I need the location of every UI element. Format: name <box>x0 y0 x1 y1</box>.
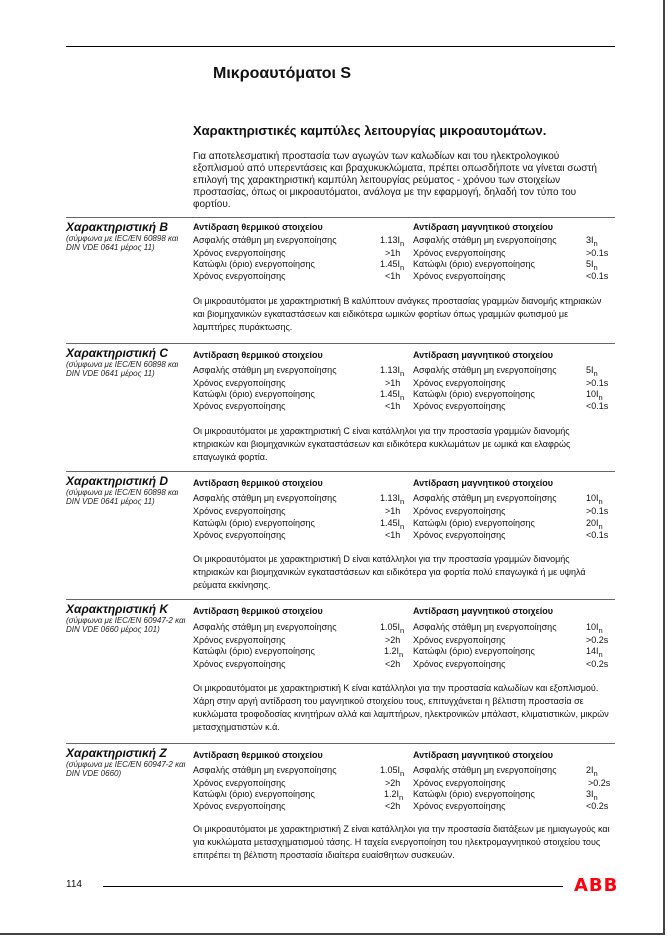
thermal-label: Κατώφλι (όριο) ενεργοποίησης <box>193 389 315 399</box>
section-name: Χαρακτηριστική D <box>66 474 169 488</box>
thermal-label: Χρόνος ενεργοποίησης <box>193 271 286 281</box>
thermal-label: Χρόνος ενεργοποίησης <box>193 801 286 811</box>
section-name: Χαρακτηριστική K <box>66 602 169 616</box>
thermal-value: $1.05I_n$ <box>380 765 405 778</box>
magnetic-value: $5I_n$ <box>586 259 598 272</box>
magnetic-label: Ασφαλής στάθμη μη ενεργοποίησης <box>413 235 557 245</box>
magnetic-label: Χρόνος ενεργοποίησης <box>413 659 506 669</box>
magnetic-value: <0.1s <box>586 271 609 281</box>
thermal-value: <1h <box>385 271 401 281</box>
section-characteristic-b <box>66 217 615 337</box>
magnetic-label: Χρόνος ενεργοποίησης <box>413 530 506 540</box>
magnetic-value: <0.1s <box>586 401 609 411</box>
section-characteristic-c <box>66 343 615 468</box>
section-characteristic-z <box>66 743 615 873</box>
thermal-value: $1.2I_n$ <box>384 646 404 659</box>
thermal-heading: Αντίδραση θερμικού στοιχείου <box>193 606 323 616</box>
thermal-value: <1h <box>385 401 401 411</box>
magnetic-label: Χρόνος ενεργοποίησης <box>413 635 506 645</box>
magnetic-heading: Αντίδραση μαγνητικού στοιχείου <box>413 606 554 616</box>
magnetic-value: >0.1s <box>586 506 609 516</box>
section-rule <box>66 343 615 344</box>
magnetic-heading: Αντίδραση μαγνητικού στοιχείου <box>413 350 554 360</box>
magnetic-label: Κατώφλι (όριο) ενεργοποίησης <box>413 389 535 399</box>
header-rule <box>66 46 615 47</box>
magnetic-label: Χρόνος ενεργοποίησης <box>413 778 506 788</box>
thermal-value: <2h <box>385 659 401 669</box>
magnetic-label: Ασφαλής στάθμη μη ενεργοποίησης <box>413 765 557 775</box>
magnetic-value: >0.2s <box>586 635 609 645</box>
magnetic-label: Ασφαλής στάθμη μη ενεργοποίησης <box>413 365 557 375</box>
section-standard: (σύμφωνα με IEC/EN 60947-2 και DIN VDE 0660 μέρος 101) <box>66 616 186 634</box>
magnetic-label: Κατώφλι (όριο) ενεργοποίησης <box>413 789 535 799</box>
thermal-heading: Αντίδραση θερμικού στοιχείου <box>193 478 323 488</box>
footer-rule <box>103 886 563 887</box>
section-standard: (σύμφωνα με IEC/EN 60898 και DIN VDE 0641 μέρος 11) <box>66 488 179 506</box>
section-standard: (σύμφωνα με IEC/EN 60898 και DIN VDE 0641 μέρος 11) <box>66 360 179 378</box>
magnetic-value: $20I_n$ <box>586 518 603 531</box>
magnetic-heading: Αντίδραση μαγνητικού στοιχείου <box>413 750 554 760</box>
magnetic-value: <0.2s <box>586 801 609 811</box>
magnetic-heading: Αντίδραση μαγνητικού στοιχείου <box>413 222 554 232</box>
thermal-value: <2h <box>385 801 401 811</box>
thermal-label: Ασφαλής στάθμη μη ενεργοποίησης <box>193 493 337 503</box>
thermal-label: Ασφαλής στάθμη μη ενεργοποίησης <box>193 235 337 245</box>
thermal-label: Χρόνος ενεργοποίησης <box>193 778 286 788</box>
thermal-value: $1.13I_n$ <box>380 365 405 378</box>
thermal-value: $1.45I_n$ <box>380 389 405 402</box>
section-standard: (σύμφωνα με IEC/EN 60947-2 και DIN VDE 0660) <box>66 760 186 778</box>
magnetic-value: >0.2s <box>588 778 611 788</box>
thermal-label: Χρόνος ενεργοποίησης <box>193 378 286 388</box>
section-description: Οι μικροαυτόματοι με χαρακτηριστική C είναι κατάλληλοι για την προστασία γραμμών διανομής κτηριακών και βιομηχανικών εγκαταστάσεων και ειδικότερα κυκλωμάτων με ωμικά και ελαφρώς επαγωγικά φορτία. <box>193 426 571 462</box>
thermal-label: Χρόνος ενεργοποίησης <box>193 248 286 258</box>
magnetic-label: Κατώφλι (όριο) ενεργοποίησης <box>413 259 535 269</box>
intro-paragraph: Για αποτελεσματική προστασία των αγωγών των καλωδίων και του ηλεκτρολογικού εξοπλισμού από υπερεντάσεις και βραχυκυκλώματα, πρέπει οπωσδήποτε να γίνεται σωστή επιλογή της χαρακτηριστική καμπύλη λειτουργίας ρεύματος - χρόνου των στοιχείων προστασίας, όπως οι μικροαυτόματοι, ανάλογα με την εφαρμογή, δηλαδή τον τύπο του φορτίου. <box>193 151 597 210</box>
thermal-heading: Αντίδραση θερμικού στοιχείου <box>193 350 323 360</box>
thermal-value: <1h <box>385 530 401 540</box>
thermal-value: >1h <box>385 248 401 258</box>
thermal-label: Χρόνος ενεργοποίησης <box>193 506 286 516</box>
section-rule <box>66 599 615 600</box>
magnetic-value: $2I_n$ <box>586 765 598 778</box>
thermal-value: $1.2I_n$ <box>384 789 404 802</box>
thermal-heading: Αντίδραση θερμικού στοιχείου <box>193 222 323 232</box>
section-subtitle: Χαρακτηριστικές καμπύλες λειτουργίας μικροαυτομάτων. <box>193 123 547 138</box>
magnetic-heading: Αντίδραση μαγνητικού στοιχείου <box>413 478 554 488</box>
magnetic-label: Κατώφλι (όριο) ενεργοποίησης <box>413 518 535 528</box>
magnetic-value: $10I_n$ <box>586 493 603 506</box>
magnetic-label: Ασφαλής στάθμη μη ενεργοποίησης <box>413 493 557 503</box>
thermal-label: Χρόνος ενεργοποίησης <box>193 659 286 669</box>
section-characteristic-k <box>66 599 615 739</box>
thermal-value: >1h <box>385 378 401 388</box>
section-description: Οι μικροαυτόματοι με χαρακτηριστική Z είναι κατάλληλοι για την προστασία διατάξεων με ημιαγωγούς και για κυκλώματα μετασχηματισμού τάσης. Η ταχεία ενεργοποίηση του ηλεκτρομαγνητικού στοιχείου τους επιτρέπει τη βέλτιστη προστασία ιδιαίτερα ευαίσθητων συσκευών. <box>193 824 610 860</box>
thermal-label: Χρόνος ενεργοποίησης <box>193 530 286 540</box>
magnetic-value: $10I_n$ <box>586 622 603 635</box>
page-title: Μικροαυτόματοι S <box>213 65 352 82</box>
thermal-label: Κατώφλι (όριο) ενεργοποίησης <box>193 259 315 269</box>
magnetic-value: $5I_n$ <box>586 365 598 378</box>
thermal-value: >1h <box>385 506 401 516</box>
magnetic-label: Χρόνος ενεργοποίησης <box>413 378 506 388</box>
thermal-value: >2h <box>385 778 401 788</box>
thermal-label: Ασφαλής στάθμη μη ενεργοποίησης <box>193 365 337 375</box>
magnetic-label: Χρόνος ενεργοποίησης <box>413 506 506 516</box>
thermal-value: >2h <box>385 635 401 645</box>
thermal-label: Χρόνος ενεργοποίησης <box>193 401 286 411</box>
section-rule <box>66 743 615 744</box>
section-rule <box>66 471 615 472</box>
magnetic-value: <0.1s <box>586 530 609 540</box>
thermal-value: $1.13I_n$ <box>380 235 405 248</box>
thermal-heading: Αντίδραση θερμικού στοιχείου <box>193 750 323 760</box>
thermal-value: $1.45I_n$ <box>380 518 405 531</box>
magnetic-value: $10I_n$ <box>586 389 603 402</box>
thermal-value: $1.05I_n$ <box>380 622 405 635</box>
abb-logo: ABB <box>574 875 619 896</box>
thermal-label: Ασφαλής στάθμη μη ενεργοποίησης <box>193 622 337 632</box>
magnetic-label: Χρόνος ενεργοποίησης <box>413 801 506 811</box>
magnetic-label: Χρόνος ενεργοποίησης <box>413 271 506 281</box>
section-name: Χαρακτηριστική B <box>66 220 169 234</box>
thermal-value: $1.45I_n$ <box>380 259 405 272</box>
page-number: 114 <box>66 879 82 890</box>
section-characteristic-d <box>66 471 615 596</box>
magnetic-label: Κατώφλι (όριο) ενεργοποίησης <box>413 646 535 656</box>
thermal-label: Χρόνος ενεργοποίησης <box>193 635 286 645</box>
magnetic-value: $3I_n$ <box>586 789 598 802</box>
section-name: Χαρακτηριστική Z <box>66 746 167 760</box>
magnetic-label: Χρόνος ενεργοποίησης <box>413 248 506 258</box>
magnetic-value: $14I_n$ <box>586 646 603 659</box>
thermal-value: $1.13I_n$ <box>380 493 405 506</box>
thermal-label: Κατώφλι (όριο) ενεργοποίησης <box>193 646 315 656</box>
magnetic-value: >0.1s <box>586 378 609 388</box>
thermal-label: Κατώφλι (όριο) ενεργοποίησης <box>193 789 315 799</box>
magnetic-label: Χρόνος ενεργοποίησης <box>413 401 506 411</box>
section-standard: (σύμφωνα με IEC/EN 60898 και DIN VDE 0641 μέρος 11) <box>66 234 179 252</box>
magnetic-label: Ασφαλής στάθμη μη ενεργοποίησης <box>413 622 557 632</box>
magnetic-value: >0.1s <box>586 248 609 258</box>
magnetic-value: <0.2s <box>586 659 609 669</box>
section-description: Οι μικροαυτόματοι με χαρακτηριστική D είναι κατάλληλοι για την προστασία γραμμών διανομής κτηριακών και βιομηχανικών εγκαταστάσεων και ειδικότερα για φορτία πολύ επαγωγικά ή με υψηλά ρεύματα εκκίνησης. <box>193 554 586 590</box>
magnetic-value: $3I_n$ <box>586 235 598 248</box>
section-name: Χαρακτηριστική C <box>66 346 169 360</box>
section-description: Οι μικροαυτόματοι με χαρακτηριστική B καλύπτουν ανάγκες προστασίας γραμμών διανομής κτηριακών και βιομηχανικών εγκαταστάσεων και ειδικότερα ωμικών φορτίων όπως γραμμών φωτισμού με λαμπτήρες πυράκτωσης. <box>193 296 602 332</box>
thermal-label: Κατώφλι (όριο) ενεργοποίησης <box>193 518 315 528</box>
section-rule <box>66 217 615 218</box>
section-description: Οι μικροαυτόματοι με χαρακτηριστική K είναι κατάλληλοι για την προστασία καλωδίων και εξοπλισμού. Χάρη στην αργή αντίδραση του μαγνητικού στοιχείου τους, επιτυγχάνεται η βέλτιστη προστασία σε κυκλώματα τροφοδοσίας κινητήρων αλλά και λαμπτήρων, ηλεκτρονικών μπάλαστ, κλιματιστικών, μικρών μετασχηματιστών κ.ά. <box>193 683 609 732</box>
thermal-label: Ασφαλής στάθμη μη ενεργοποίησης <box>193 765 337 775</box>
